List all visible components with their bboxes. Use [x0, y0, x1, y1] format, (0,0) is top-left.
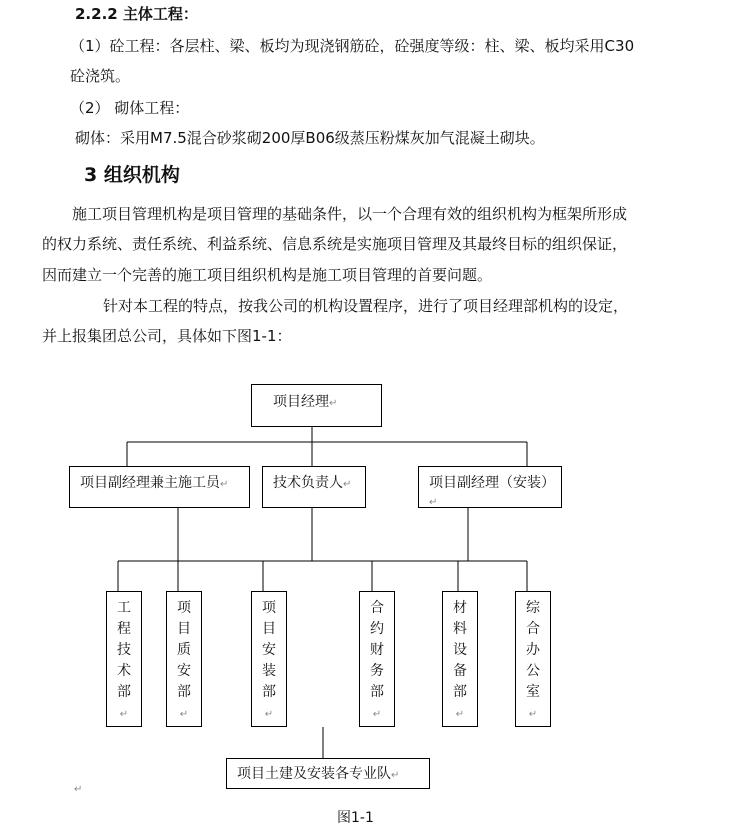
- dept-general-office-label: 综合办公室↵: [526, 600, 540, 720]
- paragraph-mark: ↵: [119, 709, 129, 720]
- para2-line-1: 针对本工程的特点，按我公司的机构设置程序，进行了项目经理部机构的设定，: [103, 297, 629, 315]
- dept-installation-box: [251, 591, 287, 727]
- deputy-manager-civil-box: 项目副经理兼主施工员↵: [69, 466, 250, 508]
- masonry-detail: 砌体：采用M7.5混合砂浆砌200厚B06级蒸压粉煤灰加气混凝土砌块。: [75, 129, 545, 147]
- dept-general-office-box: [515, 591, 551, 727]
- dept-quality-safety-label: 项目质安部↵: [177, 600, 191, 720]
- para1-line-2: 的权力系统、责任系统、利益系统、信息系统是实施项目管理及其最终目标的组织保证，: [42, 235, 628, 253]
- paragraph-mark: ↵: [372, 709, 382, 720]
- deputy-manager-install-box: 项目副经理（安装）↵: [418, 466, 562, 508]
- paragraph-mark: ↵: [455, 709, 465, 720]
- paragraph-mark: ↵: [74, 784, 83, 795]
- specialty-teams-label: 项目土建及安装各专业队: [237, 766, 391, 782]
- dept-engineering-tech-box: [106, 591, 142, 727]
- specialty-teams-box: 项目土建及安装各专业队↵: [226, 758, 430, 789]
- concrete-line-1: （1）砼工程：各层柱、梁、板均为现浇钢筋砼，砼强度等级：柱、梁、板均采用C30: [70, 37, 635, 55]
- dept-contract-finance-box: [359, 591, 395, 727]
- dept-quality-safety-box: [166, 591, 202, 727]
- deputy-manager-install-label: 项目副经理（安装）: [429, 475, 555, 491]
- project-manager-box: 项目经理↵: [251, 384, 382, 427]
- dept-installation-label: 项目安装部↵: [262, 600, 276, 720]
- paragraph-mark: ↵: [264, 709, 274, 720]
- section-heading: 2.2.2 主体工程：: [75, 5, 198, 23]
- dept-engineering-tech-label: 工程技术部↵: [117, 600, 131, 720]
- figure-caption: 图1-1: [337, 810, 374, 826]
- dept-materials-equipment-label: 材料设备部↵: [453, 600, 467, 720]
- project-manager-label: 项目经理: [273, 394, 329, 410]
- concrete-line-2: 砼浇筑。: [70, 67, 131, 85]
- para1-line-1: 施工项目管理机构是项目管理的基础条件，以一个合理有效的组织机构为框架所形成: [72, 205, 628, 223]
- paragraph-mark: ↵: [179, 709, 189, 720]
- para1-line-3: 因而建立一个完善的施工项目组织机构是施工项目管理的首要问题。: [42, 266, 493, 284]
- technical-lead-box: 技术负责人↵: [262, 466, 366, 508]
- technical-lead-label: 技术负责人: [273, 475, 343, 491]
- dept-contract-finance-label: 合约财务部↵: [370, 600, 384, 720]
- paragraph-mark: ↵: [528, 709, 538, 720]
- deputy-manager-civil-label: 项目副经理兼主施工员: [80, 475, 220, 491]
- para2-line-2: 并上报集团总公司，具体如下图1-1：: [42, 327, 292, 345]
- dept-materials-equipment-box: [442, 591, 478, 727]
- chapter-heading: 3 组织机构: [84, 164, 180, 186]
- masonry-item: （2） 砌体工程：: [70, 99, 190, 117]
